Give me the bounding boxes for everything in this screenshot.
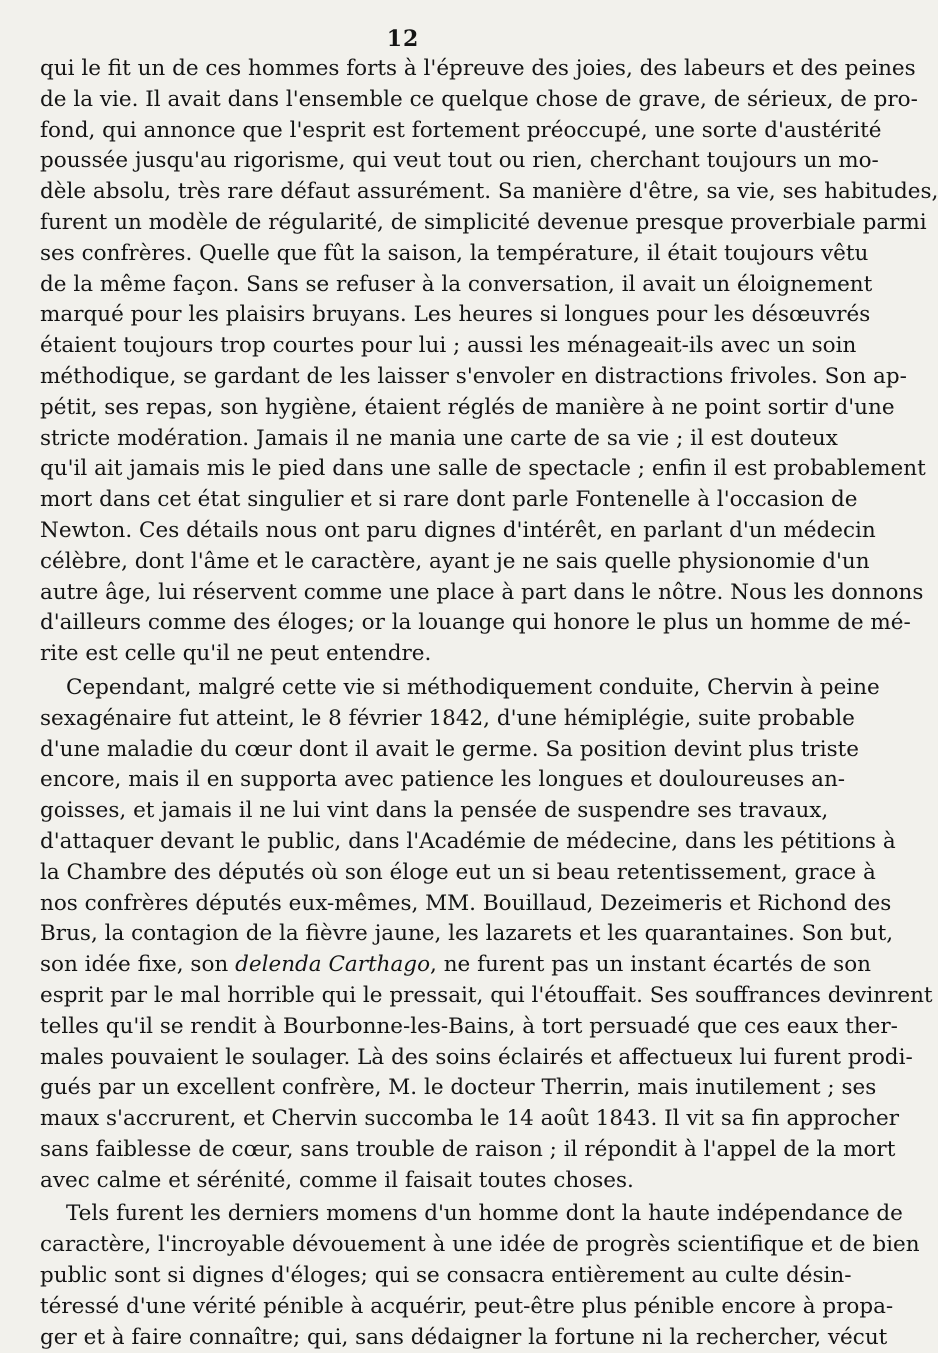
text-line: de la vie. Il avait dans l'ensemble ce quelque chose de grave, de sérieux, de pro- <box>40 86 918 112</box>
text-line: telles qu'il se rendit à Bourbonne-les-Bains, à tort persuadé que ces eaux ther- <box>40 1013 898 1039</box>
text-line: qui le fit un de ces hommes forts à l'épreuve des joies, des labeurs et des peines <box>40 56 916 81</box>
text-line: goisses, et jamais il ne lui vint dans la pensée de suspendre ses travaux, <box>40 798 829 824</box>
text-line: ses confrères. Quelle que fût la saison, la température, il était toujours vêtu <box>40 240 869 266</box>
text-segment: son idée fixe, son <box>40 952 236 978</box>
text-segment: , ne furent pas un instant écartés de son <box>430 952 871 978</box>
text-line: males pouvaient le soulager. Là des soins éclairés et affectueux lui furent prodi- <box>40 1044 913 1070</box>
text-line: Tels furent les derniers momens d'un homme dont la haute indépendance de <box>66 1201 903 1227</box>
text-line: pétit, ses repas, son hygiène, étaient réglés de manière à ne point sortir d'une <box>40 394 895 420</box>
text-line: maux s'accrurent, et Chervin succomba le 14 août 1843. Il vit sa fin approcher <box>40 1106 900 1132</box>
text-line: public sont si dignes d'éloges; qui se consacra entièrement au culte désin- <box>40 1263 852 1289</box>
text-line: méthodique, se gardant de les laisser s'envoler en distractions frivoles. Son ap- <box>40 363 907 389</box>
text-line: de la même façon. Sans se refuser à la conversation, il avait un éloignement <box>40 271 873 297</box>
text-line: furent un modèle de régularité, de simplicité devenue presque proverbiale parmi <box>40 209 927 235</box>
text-line: fond, qui annonce que l'esprit est fortement préoccupé, une sorte d'austérité <box>40 117 882 143</box>
text-line: d'attaquer devant le public, dans l'Académie de médecine, dans les pétitions à <box>40 828 896 854</box>
text-line: étaient toujours trop courtes pour lui ; aussi les ménageait-ils avec un soin <box>40 333 857 359</box>
text-line-with-italic <box>40 950 871 981</box>
text-line: célèbre, dont l'âme et le caractère, ayant je ne sais quelle physionomie d'un <box>40 548 870 574</box>
paragraph-2 <box>40 673 933 1197</box>
text-line: mort dans cet état singulier et si rare dont parle Fontenelle à l'occasion de <box>40 487 858 513</box>
italic-phrase: delenda Carthago <box>235 952 431 978</box>
page-number: 12 <box>386 26 420 52</box>
text-line: avec calme et sérénité, comme il faisait toutes choses. <box>40 1167 634 1193</box>
text-line: Brus, la contagion de la fièvre jaune, les lazarets et les quarantaines. Son but, <box>40 921 894 947</box>
text-line: autre âge, lui réservent comme une place à part dans le nôtre. Nous les donnons <box>40 579 924 605</box>
text-line: Newton. Ces détails nous ont paru dignes d'intérêt, en parlant d'un médecin <box>40 517 876 543</box>
text-line: d'une maladie du cœur dont il avait le germe. Sa position devint plus triste <box>40 736 859 762</box>
text-line: ger et à faire connaître; qui, sans dédaigner la fortune ni la rechercher, vécut <box>40 1324 888 1350</box>
text-line: dèle absolu, très rare défaut assurément. Sa manière d'être, sa vie, ses habitudes, <box>40 179 938 205</box>
text-line: esprit par le mal horrible qui le pressait, qui l'étouffait. Ses souffrances devinrent <box>40 982 933 1008</box>
text-line: sans faiblesse de cœur, sans trouble de raison ; il répondit à l'appel de la mort <box>40 1136 896 1162</box>
paragraph-3 <box>40 1199 920 1353</box>
text-line: poussée jusqu'au rigorisme, qui veut tout ou rien, cherchant toujours un mo- <box>40 148 879 174</box>
text-line: téressé d'une vérité pénible à acquérir, peut-être plus pénible encore à propa- <box>40 1293 894 1319</box>
text-line: rite est celle qu'il ne peut entendre. <box>40 641 432 667</box>
text-line: nos confrères députés eux-mêmes, MM. Bouillaud, Dezeimeris et Richond des <box>40 890 892 916</box>
text-line: stricte modération. Jamais il ne mania une carte de sa vie ; il est douteux <box>40 425 838 451</box>
paragraph-1 <box>40 54 938 670</box>
text-line: la Chambre des députés où son éloge eut un si beau retentissement, grace à <box>40 859 876 885</box>
text-line: qu'il ait jamais mis le pied dans une salle de spectacle ; enfin il est probablement <box>40 456 926 482</box>
text-line: marqué pour les plaisirs bruyans. Les heures si longues pour les désœuvrés <box>40 302 871 328</box>
text-line: sexagénaire fut atteint, le 8 février 1842, d'une hémiplégie, suite probable <box>40 705 855 731</box>
text-line: encore, mais il en supporta avec patience les longues et douloureuses an- <box>40 767 846 793</box>
text-line: gués par un excellent confrère, M. le docteur Therrin, mais inutilement ; ses <box>40 1075 877 1101</box>
text-line: d'ailleurs comme des éloges; or la louange qui honore le plus un homme de mé- <box>40 610 911 636</box>
text-line: Cependant, malgré cette vie si méthodiquement conduite, Chervin à peine <box>66 674 880 700</box>
text-line: caractère, l'incroyable dévouement à une idée de progrès scientifique et de bien <box>40 1232 920 1258</box>
